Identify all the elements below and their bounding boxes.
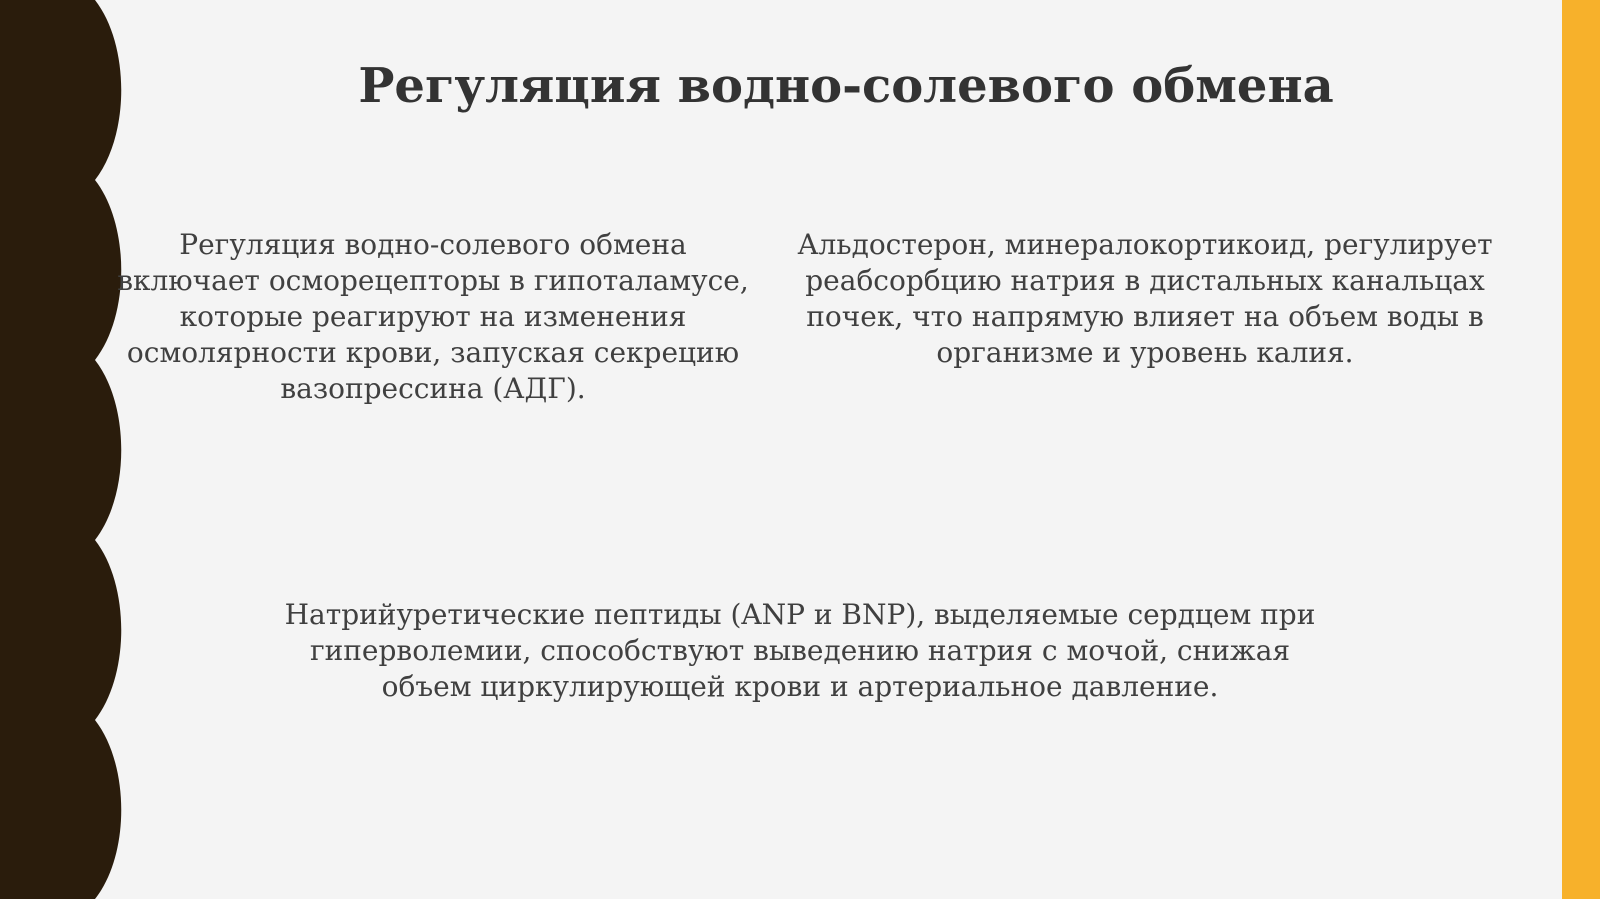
right-accent-bar <box>1562 0 1600 899</box>
text-block-bottom: Натрийуретические пептиды (ANP и BNP), выделяемые сердцем при гиперволемии, способствуют выведению натрия с мочой, снижая объем циркулирующей крови и артериальное давление. <box>284 598 1316 703</box>
text-block-right: Альдостерон, минералокортикоид, регулирует реабсорбцию натрия в дистальных канальцах почек, что напрямую влияет на объем воды в организме и уровень калия. <box>797 228 1493 369</box>
left-wave-band <box>0 0 130 899</box>
slide-title: Регуляция водно-солевого обмена <box>358 58 1334 114</box>
text-block-left: Регуляция водно-солевого обмена включает осморецепторы в гипоталамусе, которые реагируют на изменения осмолярности крови, запуская секрецию вазопрессина (АДГ). <box>117 228 749 405</box>
